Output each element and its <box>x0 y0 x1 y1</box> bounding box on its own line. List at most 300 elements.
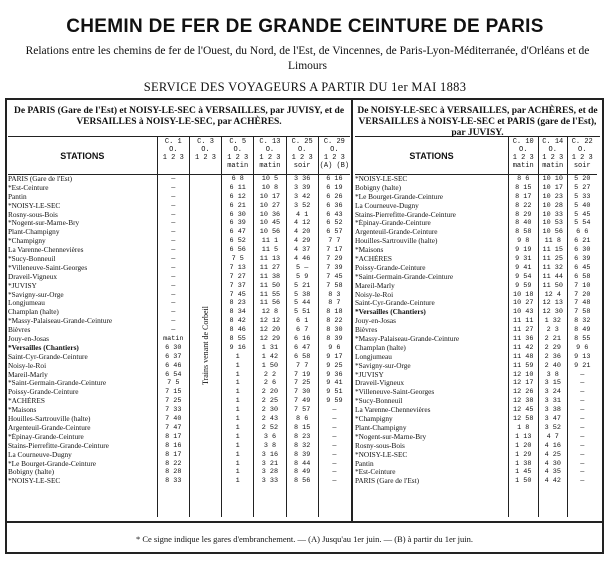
time-cell: 10 53 <box>542 219 563 228</box>
time-cell: 11 38 <box>259 272 281 281</box>
train-column <box>254 137 286 517</box>
time-cell: 5 33 <box>574 192 591 201</box>
time-cell: 7 20 <box>574 290 591 299</box>
time-cell: 11 5 <box>261 246 279 255</box>
time-cell: — <box>580 397 585 406</box>
time-cell: — <box>332 459 337 468</box>
time-cell: 10 10 <box>542 175 563 183</box>
time-cell: 9 36 <box>326 370 343 379</box>
station-name: La Varenne-Chennevières <box>8 246 84 255</box>
footnote: * Ce signe indique les gares d'embranchement. — (A) Jusqu'au 1er juin. — (B) à partir du 1er juin. <box>5 521 604 554</box>
time-cell: 7 37 <box>229 281 246 290</box>
time-cell: 8 28 <box>165 468 182 477</box>
time-cell: 12 30 <box>542 308 563 317</box>
time-cell: 6 58 <box>574 272 591 281</box>
train-column <box>222 137 254 517</box>
time-cell: — <box>171 326 176 335</box>
station-name: *ACHÈRES <box>8 397 45 406</box>
time-cell: 7 40 <box>165 415 182 424</box>
train-column <box>190 137 222 517</box>
time-cell: 8 33 <box>165 477 182 486</box>
time-cell: 3 24 <box>544 388 561 397</box>
time-cell: 7 58 <box>574 308 591 317</box>
station-name: *Nogent-sur-Marne-Bry <box>8 219 80 228</box>
time-cell: 2 3 <box>546 326 559 335</box>
time-cell: 4 1 <box>296 210 309 219</box>
time-cell: 12 58 <box>513 415 534 424</box>
train-header: C. 5 O. 1 2 3 matin <box>222 137 253 175</box>
time-cell: — <box>580 432 585 441</box>
time-cell: 9 16 <box>229 343 246 352</box>
time-cell: 1 42 <box>261 352 279 361</box>
time-cell: 3 52 <box>544 423 561 432</box>
time-cell: 6 57 <box>326 228 343 237</box>
time-cell: — <box>332 432 337 441</box>
time-cell: 10 43 <box>513 308 534 317</box>
time-cell: 7 45 <box>326 272 343 281</box>
station-name: Bièvres <box>8 326 31 335</box>
time-cell: 3 38 <box>544 406 561 415</box>
time-cell: 1 <box>235 406 240 415</box>
time-cell: — <box>580 459 585 468</box>
station-name: Jouy-en-Josas <box>8 335 49 344</box>
time-cell: 7 25 <box>165 397 182 406</box>
time-cell: 4 35 <box>544 468 561 477</box>
time-cell: 6 30 <box>574 246 591 255</box>
station-name: Pantin <box>355 459 374 468</box>
station-name: Bobigny (halte) <box>355 183 402 192</box>
time-cell: 9 51 <box>326 388 343 397</box>
time-cell: 8 17 <box>165 432 182 441</box>
time-cell: — <box>171 281 176 290</box>
station-name: Stains-Pierrefitte-Grande-Ceinture <box>355 210 456 219</box>
station-name: Mareil-Marly <box>8 370 48 379</box>
time-cell: — <box>580 415 585 424</box>
train-header: C. 13 O. 1 2 3 matin <box>254 137 285 175</box>
time-cell: 2 6 <box>263 379 277 388</box>
left-route-header: De PARIS (Gare de l'Est) et NOISY-LE-SEC à VERSAILLES, par JUVISY, et de VERSAILLES à NOISY-LE-SEC, par ACHÈRES. <box>8 101 350 137</box>
time-cell: 9 25 <box>326 361 343 370</box>
time-cell: 6 54 <box>165 370 182 379</box>
time-cell: 9 41 <box>326 379 343 388</box>
time-cell: 7 10 <box>574 281 591 290</box>
time-cell: 7 5 <box>167 379 180 388</box>
time-cell: 1 <box>235 432 240 441</box>
time-cell: 8 23 <box>229 299 246 308</box>
time-cell: 6 39 <box>229 219 246 228</box>
time-cell: 10 45 <box>259 219 281 228</box>
time-cell: 8 30 <box>326 326 343 335</box>
time-cell: 1 <box>235 459 240 468</box>
time-cell: 8 42 <box>229 317 246 326</box>
time-cell: 1 <box>235 379 240 388</box>
station-name: *Sucy-Bonneuil <box>8 255 56 264</box>
station-name: Mareil-Marly <box>355 281 395 290</box>
time-cell: 8 39 <box>293 450 311 459</box>
train-header: C. 25 O. 1 2 3 soir <box>287 137 318 175</box>
time-cell: 8 55 <box>229 335 246 344</box>
time-cell: 12 8 <box>261 308 279 317</box>
time-cell: 2 20 <box>261 388 279 397</box>
time-cell: 7 39 <box>326 263 343 272</box>
time-cell: 5 40 <box>574 201 591 210</box>
time-cell: 2 40 <box>544 361 561 370</box>
time-cell: 5 9 <box>296 272 309 281</box>
time-cell: 8 16 <box>165 441 182 450</box>
time-cell: 8 44 <box>293 459 311 468</box>
time-cell: 8 23 <box>293 432 311 441</box>
time-cell: 10 56 <box>542 228 563 237</box>
time-cell: 11 50 <box>259 281 281 290</box>
time-cell: 8 17 <box>515 192 532 201</box>
station-name: *Savigny-sur-Orge <box>355 361 411 370</box>
time-cell: 1 <box>235 441 240 450</box>
time-cell: 3 39 <box>293 183 311 192</box>
time-cell: 10 5 <box>261 175 279 183</box>
station-name: Noisy-le-Roi <box>8 361 47 370</box>
time-cell: 6 47 <box>293 343 311 352</box>
subtitle: Relations entre les chemins de fer de l'Ouest, du Nord, de l'Est, de Vincennes, de Paris-Lyon-Méditerranée, d'Orléans et de Limours <box>25 45 590 72</box>
time-cell: 11 27 <box>513 326 534 335</box>
time-cell: 6 39 <box>574 255 591 264</box>
time-cell: 12 45 <box>513 406 534 415</box>
time-cell: 11 13 <box>259 255 281 264</box>
time-cell: 7 49 <box>293 397 311 406</box>
time-cell: 12 12 <box>259 317 281 326</box>
train-column <box>287 137 319 517</box>
time-cell: 11 32 <box>542 263 563 272</box>
time-cell: 10 27 <box>513 299 534 308</box>
time-cell: 8 3 <box>328 290 341 299</box>
time-cell: — <box>580 477 585 486</box>
time-cell: 9 19 <box>515 246 532 255</box>
time-cell: 7 19 <box>293 370 311 379</box>
time-cell: 1 20 <box>515 441 532 450</box>
time-cell: 12 10 <box>513 370 534 379</box>
time-cell: 8 46 <box>229 326 246 335</box>
time-cell: 1 <box>235 352 240 361</box>
time-cell: 6 52 <box>326 219 343 228</box>
time-cell: — <box>171 290 176 299</box>
time-cell: 1 32 <box>544 317 561 326</box>
time-cell: — <box>332 450 337 459</box>
time-cell: 6 21 <box>229 201 246 210</box>
station-name: *Saint-Germain-Grande-Ceinture <box>8 379 107 388</box>
train-column <box>319 137 350 517</box>
time-cell: 7 30 <box>293 388 311 397</box>
time-cell: 6 56 <box>229 246 246 255</box>
train-header: C. 10 O. 1 2 3 matin <box>509 137 538 175</box>
time-cell: 4 16 <box>544 441 561 450</box>
time-cell: 3 47 <box>544 415 561 424</box>
time-cell: 12 13 <box>542 299 563 308</box>
time-cell: 5 21 <box>293 281 311 290</box>
time-cell: 6 21 <box>574 237 591 246</box>
time-cell: 11 15 <box>542 246 563 255</box>
station-name: PARIS (Gare de l'Est) <box>355 477 420 486</box>
time-cell: 6 37 <box>165 352 182 361</box>
station-name: *Savigny-sur-Orge <box>8 290 64 299</box>
time-cell: 6 52 <box>229 237 246 246</box>
time-cell: 3 16 <box>261 450 279 459</box>
time-cell: 10 17 <box>259 192 281 201</box>
time-cell: 5 51 <box>293 308 311 317</box>
time-cell: 8 32 <box>293 441 311 450</box>
time-cell: — <box>332 423 337 432</box>
station-name: Draveil-Vigneux <box>355 379 405 388</box>
time-cell: 8 32 <box>574 317 591 326</box>
time-cell: 1 <box>235 468 240 477</box>
time-cell: 3 8 <box>546 370 559 379</box>
time-cell: 3 21 <box>261 459 279 468</box>
time-cell: 8 15 <box>515 183 532 192</box>
time-cell: 2 21 <box>544 335 561 344</box>
station-name: *NOISY-LE-SEC <box>355 450 408 459</box>
station-name: Plant-Champigny <box>355 423 407 432</box>
station-name: *Épinay-Grande-Ceinture <box>8 432 84 441</box>
time-cell: 9 59 <box>326 397 343 406</box>
time-cell: 3 36 <box>293 175 311 183</box>
time-cell: 1 29 <box>515 450 532 459</box>
station-name: Champlan (halte) <box>8 308 59 317</box>
left-stations-column <box>8 137 158 517</box>
time-cell: — <box>580 423 585 432</box>
time-cell: 8 58 <box>515 228 532 237</box>
time-cell: 1 50 <box>515 477 532 486</box>
time-cell: 7 7 <box>328 237 341 246</box>
station-name: Rosny-sous-Bois <box>8 210 58 219</box>
station-name: *Versailles (Chantiers) <box>355 308 426 317</box>
time-cell: 10 33 <box>542 210 563 219</box>
time-cell: 1 <box>235 361 240 370</box>
time-cell: — <box>171 192 176 201</box>
time-cell: 10 56 <box>259 228 281 237</box>
time-cell: — <box>171 183 176 192</box>
station-name: *Massy-Palaiseau-Grande-Ceinture <box>355 335 460 344</box>
time-cell: 2 25 <box>261 397 279 406</box>
time-cell: 11 25 <box>542 255 563 264</box>
time-cell: 10 23 <box>542 192 563 201</box>
station-name: *NOISY-LE-SEC <box>8 477 61 486</box>
station-name: *Nogent-sur-Marne-Bry <box>355 432 427 441</box>
time-cell: — <box>171 175 176 183</box>
time-cell: 11 1 <box>261 237 279 246</box>
train-header: C. 14 O. 1 2 3 matin <box>539 137 568 175</box>
stations-heading: STATIONS <box>355 137 508 175</box>
time-cell: 1 45 <box>515 468 532 477</box>
column-divider <box>351 98 353 521</box>
time-cell: — <box>580 450 585 459</box>
station-name: *Épinay-Grande-Ceinture <box>355 219 431 228</box>
time-cell: 11 59 <box>513 361 534 370</box>
station-name: Plant-Champigny <box>8 228 60 237</box>
time-cell: 7 15 <box>165 388 182 397</box>
time-cell: 6 19 <box>326 183 343 192</box>
time-cell: 9 6 <box>328 343 341 352</box>
time-cell: — <box>580 379 585 388</box>
station-name: *Villeneuve-Saint-Georges <box>8 263 88 272</box>
time-cell: 1 <box>235 397 240 406</box>
time-cell: 6 46 <box>165 361 182 370</box>
station-name: La Varenne-Chennevières <box>355 406 431 415</box>
station-name: Stains-Pierrefitte-Grande-Ceinture <box>8 441 109 450</box>
time-cell: 2 52 <box>261 423 279 432</box>
time-cell: 4 7 <box>546 432 559 441</box>
time-cell: 12 29 <box>259 335 281 344</box>
time-cell: 8 56 <box>293 477 311 486</box>
time-cell: 7 47 <box>165 423 182 432</box>
station-name: *JUVISY <box>8 281 37 290</box>
time-cell: — <box>171 272 176 281</box>
time-cell: — <box>171 237 176 246</box>
station-name: Longjumeau <box>355 352 392 361</box>
time-cell: 4 12 <box>293 219 311 228</box>
stations-heading: STATIONS <box>8 137 157 175</box>
time-cell: 6 43 <box>326 210 343 219</box>
time-cell: 7 27 <box>229 272 246 281</box>
time-cell: 1 <box>235 450 240 459</box>
station-name: *Champigny <box>355 415 393 424</box>
time-cell: 3 15 <box>544 379 561 388</box>
time-cell: 10 17 <box>542 183 563 192</box>
time-cell: 5 54 <box>574 219 591 228</box>
train-header: C. 22 O. 1 2 3 soir <box>568 137 597 175</box>
time-cell: — <box>580 441 585 450</box>
time-cell: 8 6 <box>296 415 309 424</box>
time-cell: 12 26 <box>513 388 534 397</box>
time-cell: 5 38 <box>293 290 311 299</box>
time-cell: 2 30 <box>261 406 279 415</box>
time-cell: 5 44 <box>293 299 311 308</box>
station-name: *NOISY-LE-SEC <box>355 175 408 183</box>
station-name: Houilles-Sartrouville (halte) <box>355 237 438 246</box>
time-cell: 9 17 <box>326 352 343 361</box>
time-cell: 9 8 <box>517 237 530 246</box>
station-name: Rosny-sous-Bois <box>355 441 405 450</box>
time-cell: 7 33 <box>165 406 182 415</box>
time-cell: 10 27 <box>259 201 281 210</box>
page-title: CHEMIN DE FER DE GRANDE CEINTURE DE PARIS <box>66 16 544 37</box>
station-name: *Villeneuve-Saint-Georges <box>355 388 435 397</box>
right-timetable <box>355 101 600 521</box>
time-cell: 11 11 <box>513 317 534 326</box>
time-cell: 6 30 <box>229 210 246 219</box>
time-cell: 6 47 <box>229 228 246 237</box>
time-cell: 11 44 <box>542 272 563 281</box>
time-cell: 6 16 <box>326 175 343 183</box>
time-cell: 8 6 <box>517 175 530 183</box>
station-name: *JUVISY <box>355 370 384 379</box>
time-cell: — <box>332 477 337 486</box>
time-cell: 1 13 <box>515 432 532 441</box>
time-cell: 7 5 <box>231 255 244 264</box>
vertical-note: Trains venant de Corbeil <box>201 306 210 386</box>
time-cell: — <box>332 406 337 415</box>
time-cell: — <box>171 299 176 308</box>
time-cell: 12 17 <box>513 379 534 388</box>
time-cell: 4 42 <box>544 477 561 486</box>
time-cell: 8 29 <box>515 210 532 219</box>
time-cell: 6 1 <box>296 317 309 326</box>
time-cell: 8 49 <box>293 468 311 477</box>
station-name: *Le Bourget-Grande-Ceinture <box>355 192 444 201</box>
time-cell: 1 38 <box>515 459 532 468</box>
time-cell: 7 58 <box>326 281 343 290</box>
time-cell: 9 13 <box>574 352 591 361</box>
station-name: Draveil-Vigneux <box>8 272 58 281</box>
train-header: C. 29 O. 1 2 3 (A) (B) <box>319 137 350 175</box>
time-cell: 3 31 <box>544 397 561 406</box>
time-cell: 7 57 <box>293 406 311 415</box>
time-cell: 4 29 <box>293 237 311 246</box>
time-cell: 1 <box>235 388 240 397</box>
time-cell: — <box>171 246 176 255</box>
time-cell: 4 37 <box>293 246 311 255</box>
time-cell: 9 31 <box>515 255 532 264</box>
station-name: *ACHÈRES <box>355 255 392 264</box>
time-cell: 11 48 <box>513 352 534 361</box>
station-name: Jouy-en-Josas <box>355 317 396 326</box>
time-cell: 4 25 <box>544 450 561 459</box>
train-column <box>539 137 569 517</box>
station-name: Saint-Cyr-Grande-Ceinture <box>355 299 435 308</box>
time-cell: 6 8 <box>231 175 244 183</box>
station-name: PARIS (Gare de l'Est) <box>8 175 73 183</box>
time-cell: 3 33 <box>261 477 279 486</box>
left-timetable <box>8 101 350 521</box>
time-cell: 3 6 <box>263 432 277 441</box>
time-cell: 6 11 <box>229 183 246 192</box>
time-cell: 12 4 <box>544 290 561 299</box>
station-name: *Est-Ceinture <box>8 183 49 192</box>
time-cell: — <box>332 468 337 477</box>
time-cell: 4 20 <box>293 228 311 237</box>
time-cell: 6 7 <box>296 326 309 335</box>
time-cell: 4 46 <box>293 255 311 264</box>
time-cell: 8 40 <box>515 219 532 228</box>
time-cell: 5 45 <box>574 210 591 219</box>
time-cell: 5 — <box>296 263 309 272</box>
time-cell: — <box>580 468 585 477</box>
station-name: *Massy-Palaiseau-Grande-Ceinture <box>8 317 113 326</box>
train-column <box>158 137 190 517</box>
right-route-header: De NOISY-LE-SEC à VERSAILLES, par ACHÈRES, et de VERSAILLES à NOISY-LE-SEC et PARIS (gare de l'Est), par JUVISY. <box>355 101 600 137</box>
station-name: *NOISY-LE-SEC <box>8 201 61 210</box>
time-cell: 10 8 <box>261 183 279 192</box>
station-name: Bobigny (halte) <box>8 468 55 477</box>
time-cell: 7 13 <box>229 263 246 272</box>
time-cell: 7 25 <box>293 379 311 388</box>
time-cell: 5 20 <box>574 175 591 183</box>
time-cell: — <box>171 317 176 326</box>
time-cell: — <box>171 201 176 210</box>
time-cell: 6 26 <box>326 192 343 201</box>
time-cell: matin <box>163 335 184 344</box>
station-name: Champlan (halte) <box>355 343 406 352</box>
time-cell: 8 22 <box>326 317 343 326</box>
time-cell: 8 17 <box>165 450 182 459</box>
time-cell: 12 38 <box>513 397 534 406</box>
time-cell: 11 55 <box>259 290 281 299</box>
time-cell: 9 54 <box>515 272 532 281</box>
time-cell: 10 28 <box>542 201 563 210</box>
station-name: La Courneuve-Dugny <box>355 201 419 210</box>
station-name: *Maisons <box>355 246 384 255</box>
time-cell: 10 18 <box>513 290 534 299</box>
time-cell: 12 20 <box>259 326 281 335</box>
time-cell: — <box>332 441 337 450</box>
time-cell: 3 52 <box>293 201 311 210</box>
